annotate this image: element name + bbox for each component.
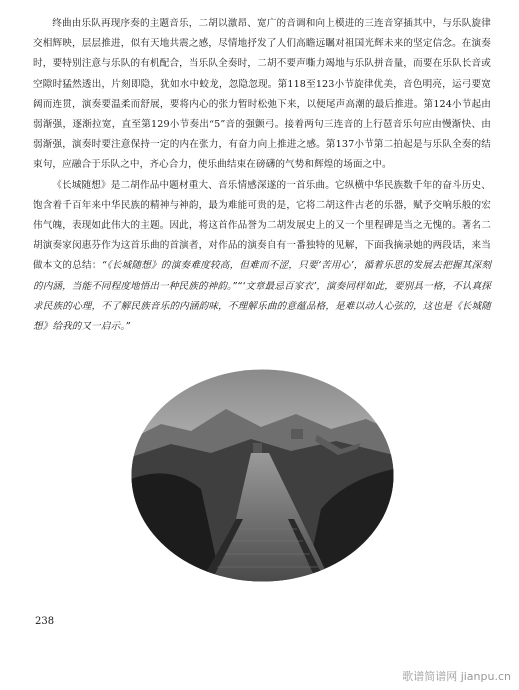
- great-wall-image: [131, 369, 394, 582]
- page-number: 238: [35, 616, 55, 627]
- site-watermark: 歌谱简谱网 jianpu.cn: [402, 670, 511, 683]
- body-text: [33, 14, 491, 337]
- paragraph-summary-text: 《长城随想》是二胡作品中题材重大、音乐情感深遂的一首乐曲。它纵横中华民族数千年的奋斗历史、饱含着千百年来中华民族的精神与神韵，最为难能可贵的是，它将二胡这件古老的乐器，赋予交响乐般的宏伟气魄，表现如此伟大的主题。因此，将这首作品誉为二胡发展史上的又一个里程碑是当之无愧的。著名二胡演奏家闵惠芬作为这首乐曲的首演者，对作品的演奏自有一番独特的见解，下面我摘录她的两段话，来当做本文的总结：: [33, 179, 491, 272]
- paragraph-finale: 终曲由乐队再现序奏的主题音乐，二胡以激昂、宽广的音调和向上模进的三连音穿插其中，与乐队旋律交相辉映，层层推进，似有天地共震之感，尽情地抒发了人们高瞻远瞩对祖国光辉未来的坚定信念。在演奏时，要特别注意与乐队的有机配合，当乐队全奏时，二胡不要声嘶力竭地与乐队拼音量，而要在乐队长音或空隙时猛然透出，片刻即隐，犹如水中蛟龙，忽隐忽现。第118至123小节旋律优美，音色明亮，运弓要宽阔而连贯，演奏要温柔而舒展，要将内心的张力暂时松弛下来，以便尾声高潮的最后推进。第124小节起由弱渐强，逐渐拉宽，直至第129小节奏出“5”音的强颤弓。接着两句三连音的上行琶音乐句应由慢渐快、由弱渐强，演奏时要注意保持一定的内在张力，有奋力向上推进之感。第137小节第二拍起是与乐队全奏的结束句，应融合于乐队之中，齐心合力，使乐曲结束在磅礴的气势和辉煌的场面之中。: [33, 18, 491, 171]
- quoted-remarks: “《长城随想》的演奏难度较高，但难而不涩，只要‘苦用心’，循着乐思的发展去把握其深刻的内涵，当能不同程度地悟出一种民族的神韵。”“‘文章最忌百家衣’，演奏同样如此，要别具一格，不认真探求民族的心理，不了解民族音乐的内涵韵味，不理解乐曲的意蕴品格，是难以动人心弦的，这也是《长城随想》给我的又一启示。”: [33, 260, 492, 333]
- paragraph-summary: [33, 176, 491, 338]
- great-wall-photo: [131, 369, 394, 582]
